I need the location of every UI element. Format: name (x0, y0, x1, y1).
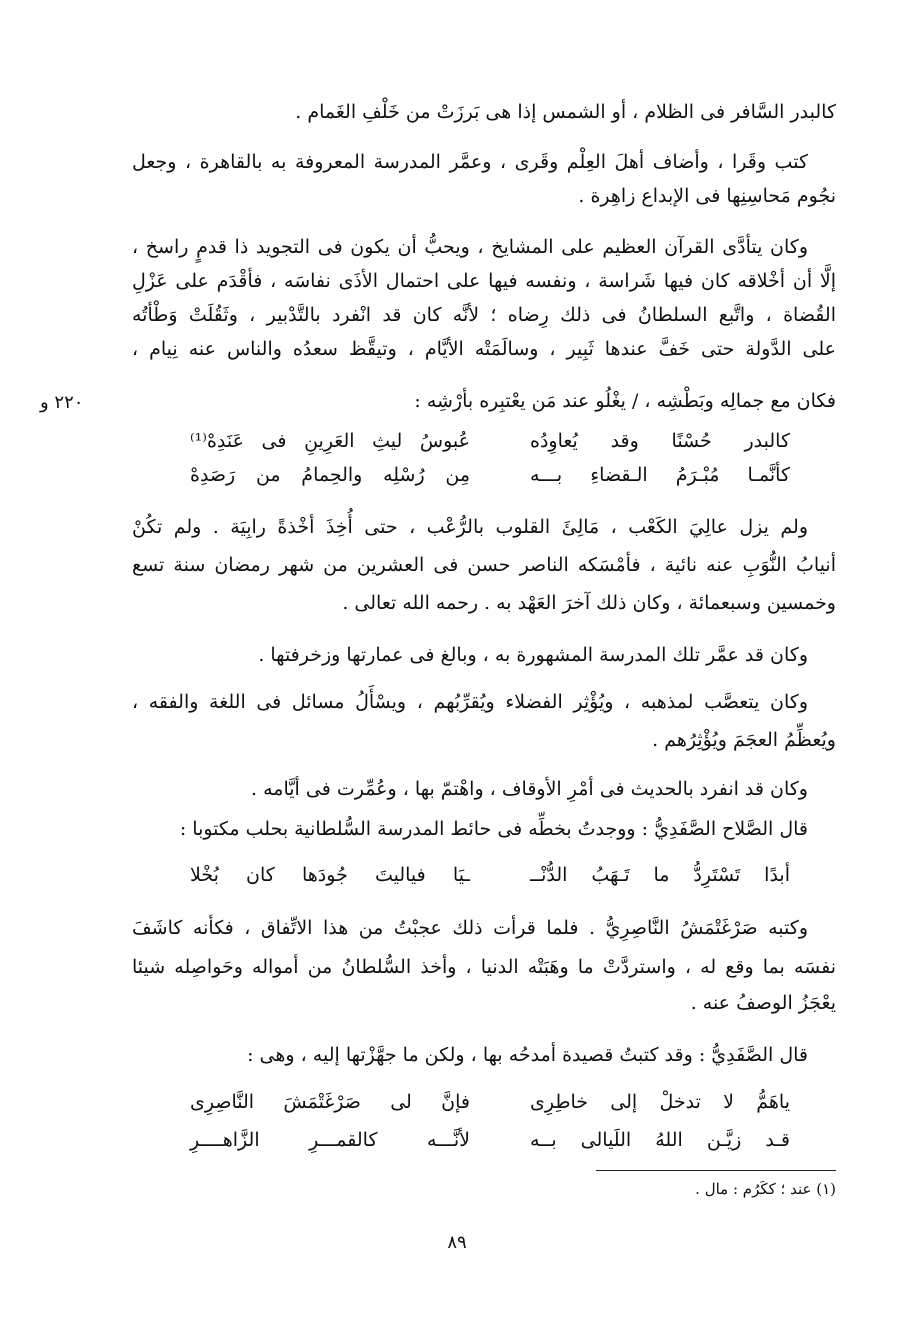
text-line: قال الصَّلاح الصَّفَدِيُّ : ووجدتُ بخطِّه فى حائط المدرسة السُّلطانية بحلب مكتوبا : (179, 818, 808, 840)
text-line: ولم يزل عالِيَ الكَعْب ، مَالِئَ القلوب بالرُّعْب ، حتى أُخِذَ أخْذةً رابِيَة . ولم تكُنْ (132, 516, 808, 538)
text-line: أنيابُ النُّوَبِ عنه نائية ، فأمْسَكه الناصر حسن فى العشرين من شهر رمضان سنة تسع (132, 554, 836, 576)
verse-first-hemistich: أبدًا تَسْتَرِدُّ ما تَـهَبُ الدُّنْــ (530, 864, 790, 886)
verse-line (132, 860, 836, 890)
folio-margin-note: ٢٢٠ و (40, 392, 84, 413)
footnote: (١) عند ؛ ككَرُم : مال . (695, 1180, 836, 1198)
verse-first-hemistich: ياهَمُّ لا تدخلْ إلى خاطِرِى (530, 1091, 790, 1113)
verse-line (132, 426, 836, 456)
verse-second-hemistich: عُبوسُ ليثِ العَرِينِ فى عَنَدِهْ⁽¹⁾ (190, 430, 470, 452)
text-line: وكان قد عمَّر تلك المدرسة المشهورة به ، وبالغ فى عمارتها وزخرفتها . (258, 644, 808, 666)
text-line: وكتبه صَرْغَتْمَشُ النَّاصِرِيُّ . فلما قرأت ذلك عجبْتُ من هذا الاتِّفاق ، فكأنه كاشَفَ (132, 917, 808, 939)
verse-line (132, 1125, 836, 1155)
verse-second-hemistich: مِن رُسْلِه والحِمامُ من رَصَدِهْ (190, 464, 470, 486)
verse-second-hemistich: لأنَّـــه كالقمـــرِ الزَّاهــــرِ (190, 1129, 470, 1151)
footnote-separator (596, 1170, 836, 1171)
text-line: إلَّا أن أخْلاقه كان فيها شَراسة ، ونفسه فيها على احتمال الأذَى نفاسَه ، فأقْدَم على عَزْلِ (132, 270, 836, 292)
text-line: نفسَه بما وقع له ، واستردَّتْ ما وهَبَتْه الدنيا ، وأخذ السُّلطانُ من أمواله وحَواصِله شيئا (132, 956, 836, 978)
verse-line (132, 1087, 836, 1117)
verse-first-hemistich: كأنَّمـا مُبْـرَمُ الـقضاءِ بـــه (530, 464, 790, 486)
verse-second-hemistich: فإنَّ لى صَرْغَتْمَشَ النَّاصِرِى (190, 1091, 470, 1113)
page-number: ٨٩ (447, 1232, 467, 1253)
verse-first-hemistich: قـد زيَّـن اللهُ اللَيالى بــه (530, 1129, 790, 1151)
verse-line (132, 460, 836, 490)
text-line: ويُعظِّمُ العجَمَ ويُؤْثِرُهم . (652, 729, 836, 751)
text-line: على الدَّولة حتى خَفَّ عندها ثَبِير ، وسالَمَتْه الأيَّام ، وتيقَّظ سعدُه والناس عنه نِيام ، (132, 338, 836, 360)
text-line: وكان قد انفرد بالحديث فى أمْرِ الأوقاف ، واهْتمّ بها ، وعُمِّرت فى أيَّامه . (251, 778, 808, 800)
text-line: فكان مع جمالِه وبَطْشِه ، / يغْلُو عند مَن يعْتبِره بأرْشِه : (414, 390, 836, 412)
verse-second-hemistich: ـيَا فياليتَ جُودَها كان بُخْلا (190, 864, 470, 886)
text-line: نجُوم مَحاسِنِها فى الإبداع زاهِرة . (578, 185, 836, 207)
text-line: يعْجَزُ الوصفُ عنه . (690, 992, 836, 1014)
text-line: كتب وقَرا ، وأضاف أهلَ العِلْم وقَرى ، وعمَّر المدرسة المعروفة به بالقاهرة ، وجعل (132, 151, 808, 173)
verse-first-hemistich: كالبدر حُسْنًا وقد يُعاوِدُه (530, 430, 790, 452)
text-line: القُضاة ، واتَّبع السلطانُ فى ذلك رِضاه ؛ لأنَّه كان قد انْفرد بالتَّدْبير ، وثَقُلَتْ وَطْأتُه (132, 304, 836, 326)
text-line: وكان يتعصَّب لمذهبه ، ويُؤْثِر الفضلاء ويُقرِّبُهم ، ويسْأَلُ مسائل فى اللغة والفقه ، (132, 691, 808, 713)
text-line: كالبدر السَّافر فى الظلام ، أو الشمس إذا هى بَرزَتْ من خَلْفِ الغَمام . (295, 101, 836, 123)
text-line: وكان يتأدَّى القرآن العظيم على المشايخ ، ويحبُّ أن يكون فى التجويد ذا قدمٍ راسخ ، (132, 236, 808, 258)
text-line: وخمسين وسبعمائة ، وكان ذلك آخرَ العَهْد به . رحمه الله تعالى . (342, 592, 836, 614)
text-line: قال الصَّفَدِيُّ : وقد كتبتُ قصيدة أمدحُه بها ، ولكن ما جهَّزْتها إليه ، وهى : (247, 1044, 808, 1066)
